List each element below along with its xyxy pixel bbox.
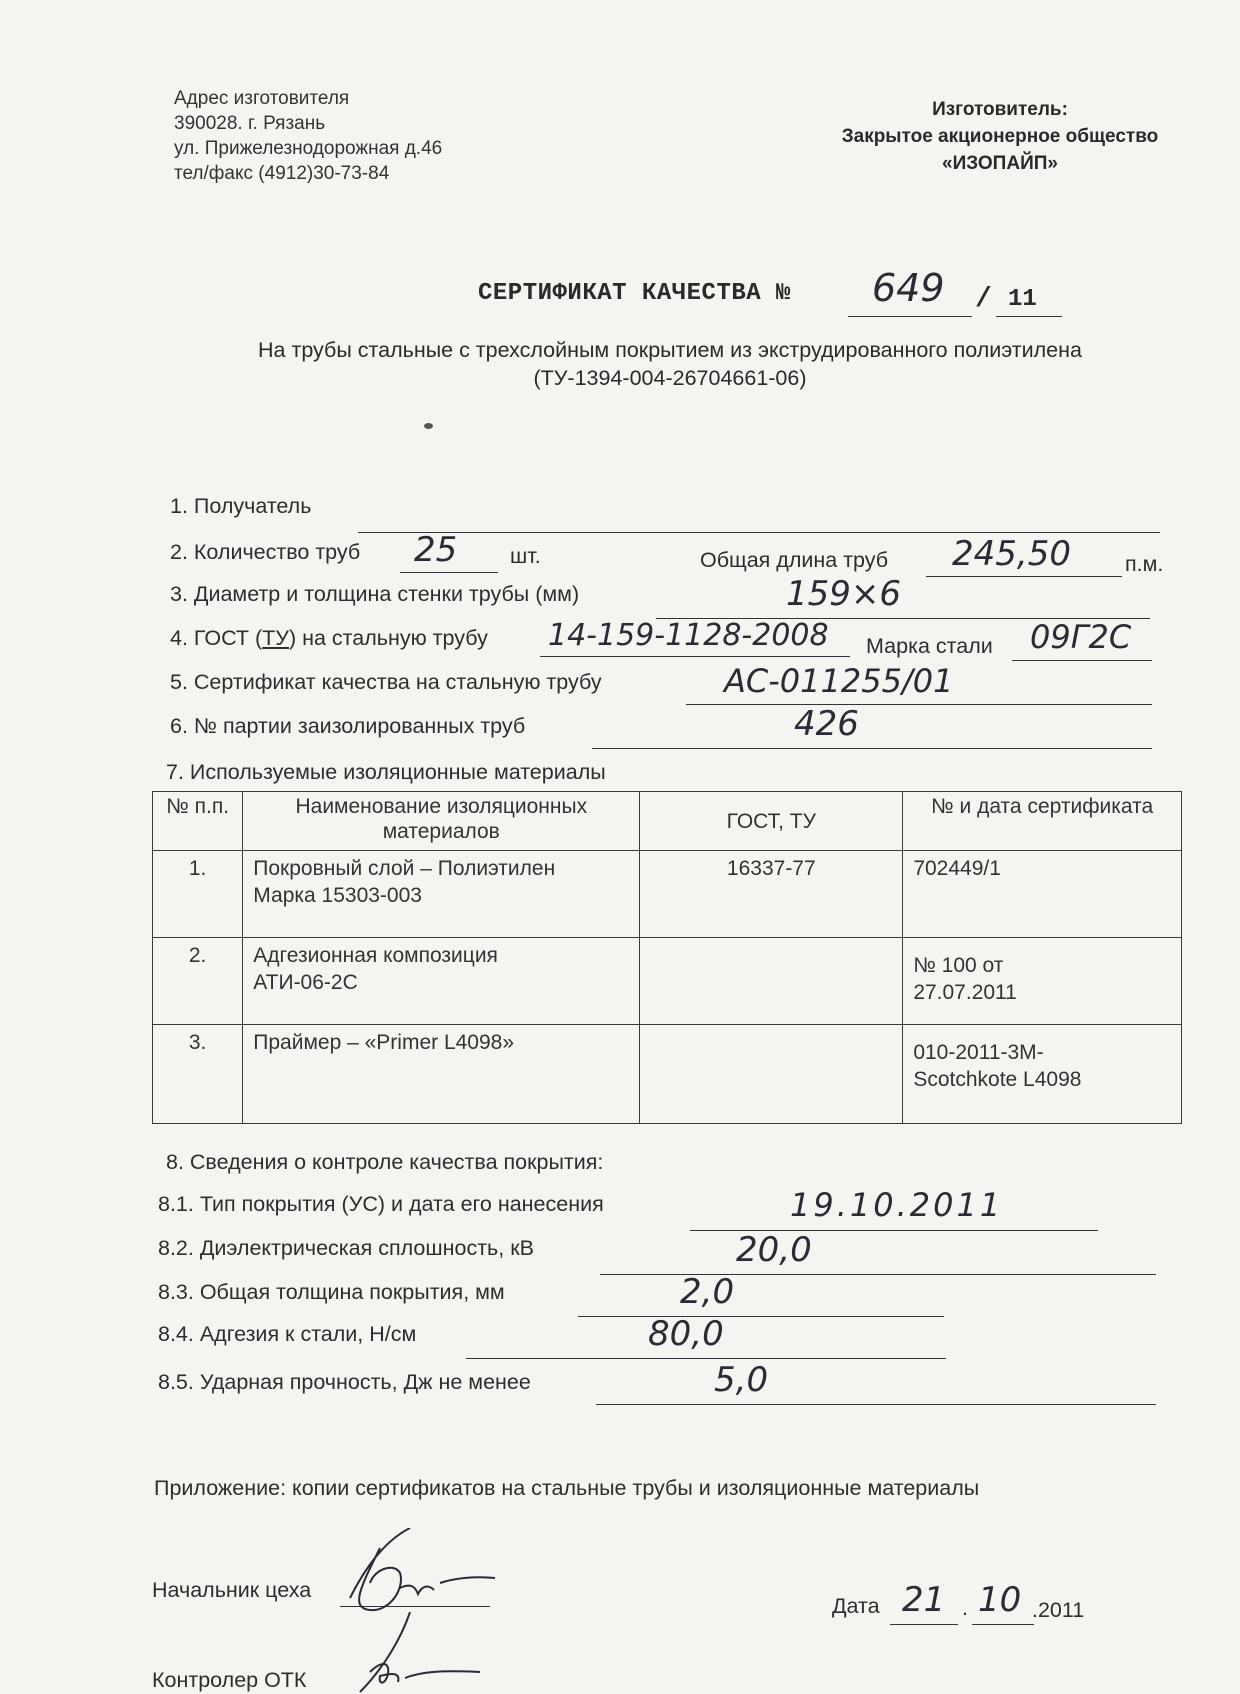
material-grade: АТИ-06-2С [253, 971, 358, 994]
total-length-value: 245,50 [952, 534, 1071, 574]
manufacturer-line: Закрытое акционерное общество [841, 126, 1159, 147]
row-certificate [903, 851, 1182, 938]
manufacturer-address [174, 86, 442, 186]
gost-label [170, 626, 488, 651]
ink-spot [424, 423, 433, 429]
col-header-name: Наименование изоляционных материалов [243, 792, 640, 851]
row-material [243, 938, 640, 1025]
total-length-unit: п.м. [1125, 552, 1164, 576]
table-row [153, 938, 1182, 1025]
dielectric-label: 8.2. Диэлектрическая сплошность, кВ [158, 1236, 534, 1260]
diameter-label: 3. Диаметр и толщина стенки трубы (мм) [170, 582, 580, 606]
thickness-value: 2,0 [680, 1272, 735, 1312]
certificate-line: 702449/1 [913, 857, 1001, 880]
steel-cert-value: АС-011255/01 [724, 662, 954, 700]
subtitle-line: На трубы стальные с трехслойным покрытием из экструдированного полиэтилена [258, 338, 1082, 362]
date-separator: . [962, 1596, 968, 1620]
impact-line [596, 1372, 1156, 1405]
certificate-year: 11 [1008, 286, 1037, 313]
col-header-number: № п.п. [153, 792, 243, 851]
impact-value: 5,0 [714, 1360, 769, 1400]
manufacturer-block [790, 96, 1210, 177]
certificate-line: 010-2011-3М- [913, 1041, 1044, 1064]
appendix-note: Приложение: копии сертификатов на стальные трубы и изоляционные материалы [154, 1476, 980, 1500]
col-header-gost: ГОСТ, ТУ [640, 792, 903, 851]
head-of-shop-label: Начальник цеха [152, 1578, 312, 1602]
row-gost [640, 1025, 903, 1124]
manufacturer-line: Изготовитель: [932, 99, 1068, 120]
thickness-label: 8.3. Общая толщина покрытия, мм [158, 1280, 505, 1304]
row-number: 3. [153, 1025, 243, 1124]
pipe-count-label: 2. Количество труб [170, 540, 361, 564]
steel-grade-value: 09Г2С [1030, 618, 1132, 656]
pipe-count-value: 25 [414, 530, 458, 570]
batch-label: 6. № партии заизолированных труб [170, 714, 526, 738]
qc-signature-icon [340, 1612, 490, 1694]
gost-label-suffix: ) на стальную трубу [288, 626, 488, 650]
certificate-line: 27.07.2011 [913, 981, 1017, 1004]
impact-label: 8.5. Ударная прочность, Дж не менее [158, 1370, 531, 1394]
gost-value: 14-159-1128-2008 [548, 618, 829, 653]
row-number: 1. [153, 851, 243, 938]
steel-cert-label: 5. Сертификат качества на стальную трубу [170, 670, 602, 694]
thickness-line [578, 1284, 944, 1317]
date-year: .2011 [1032, 1598, 1085, 1622]
col-header-certificate: № и дата сертификата [903, 792, 1182, 851]
qc-controller-label: Контролер ОТК [152, 1668, 307, 1692]
recipient-label: 1. Получатель [170, 494, 312, 518]
total-length-label: Общая длина труб [700, 548, 889, 572]
address-line: 390028. г. Рязань [174, 113, 326, 134]
diameter-value: 159×6 [786, 574, 902, 614]
certificate-slash: / [975, 284, 992, 315]
dielectric-value: 20,0 [736, 1230, 812, 1270]
certificate-subtitle [150, 336, 1190, 392]
adhesion-label: 8.4. Адгезия к стали, Н/см [158, 1322, 417, 1346]
address-line: Адрес изготовителя [174, 88, 350, 109]
certificate-title: СЕРТИФИКАТ КАЧЕСТВА № [478, 280, 791, 307]
quality-heading: 8. Сведения о контроле качества покрытия: [166, 1150, 604, 1174]
row-certificate [903, 938, 1182, 1025]
material-name: Адгезионная композиция [253, 944, 498, 967]
row-certificate [903, 1025, 1182, 1124]
gost-label-underlined: ТУ [262, 626, 289, 650]
row-material [243, 851, 640, 938]
table-row [153, 1025, 1182, 1124]
row-gost [640, 938, 903, 1025]
row-gost: 16337-77 [640, 851, 903, 938]
table-row [153, 851, 1182, 938]
material-name: Покровный слой – Полиэтилен [253, 857, 556, 880]
diameter-line [656, 586, 1150, 619]
certificate-number: 649 [872, 266, 945, 310]
certificate-line: № 100 от [913, 954, 1004, 977]
material-grade: Марка 15303-003 [253, 884, 422, 907]
batch-value: 426 [794, 704, 859, 744]
batch-line [592, 716, 1152, 749]
adhesion-value: 80,0 [648, 1314, 724, 1354]
date-label: Дата [832, 1594, 880, 1618]
material-name: Праймер – «Primer L4098» [253, 1031, 515, 1054]
steel-grade-label: Марка стали [866, 634, 993, 658]
date-month: 10 [978, 1580, 1022, 1620]
gost-label-prefix: 4. ГОСТ ( [170, 626, 263, 650]
date-day: 21 [902, 1580, 946, 1620]
pipe-count-unit: шт. [510, 544, 541, 568]
address-line: ул. Прижелезнодорожная д.46 [174, 138, 443, 159]
materials-heading: 7. Используемые изоляционные материалы [166, 760, 606, 784]
certificate-line: Scotchkote L4098 [913, 1068, 1082, 1091]
recipient-line [358, 500, 1160, 533]
coating-type-label: 8.1. Тип покрытия (УС) и дата его нанесения [158, 1192, 604, 1216]
row-material [243, 1025, 640, 1124]
dielectric-line [600, 1242, 1156, 1275]
coating-type-value: 19.10.2011 [790, 1186, 1004, 1224]
address-line: тел/факс (4912)30-73-84 [174, 163, 390, 184]
row-number: 2. [153, 938, 243, 1025]
manufacturer-line: «ИЗОПАЙП» [942, 153, 1058, 174]
subtitle-line: (ТУ-1394-004-26704661-06) [533, 366, 807, 390]
materials-table [152, 791, 1182, 1124]
table-header-row [153, 792, 1182, 851]
